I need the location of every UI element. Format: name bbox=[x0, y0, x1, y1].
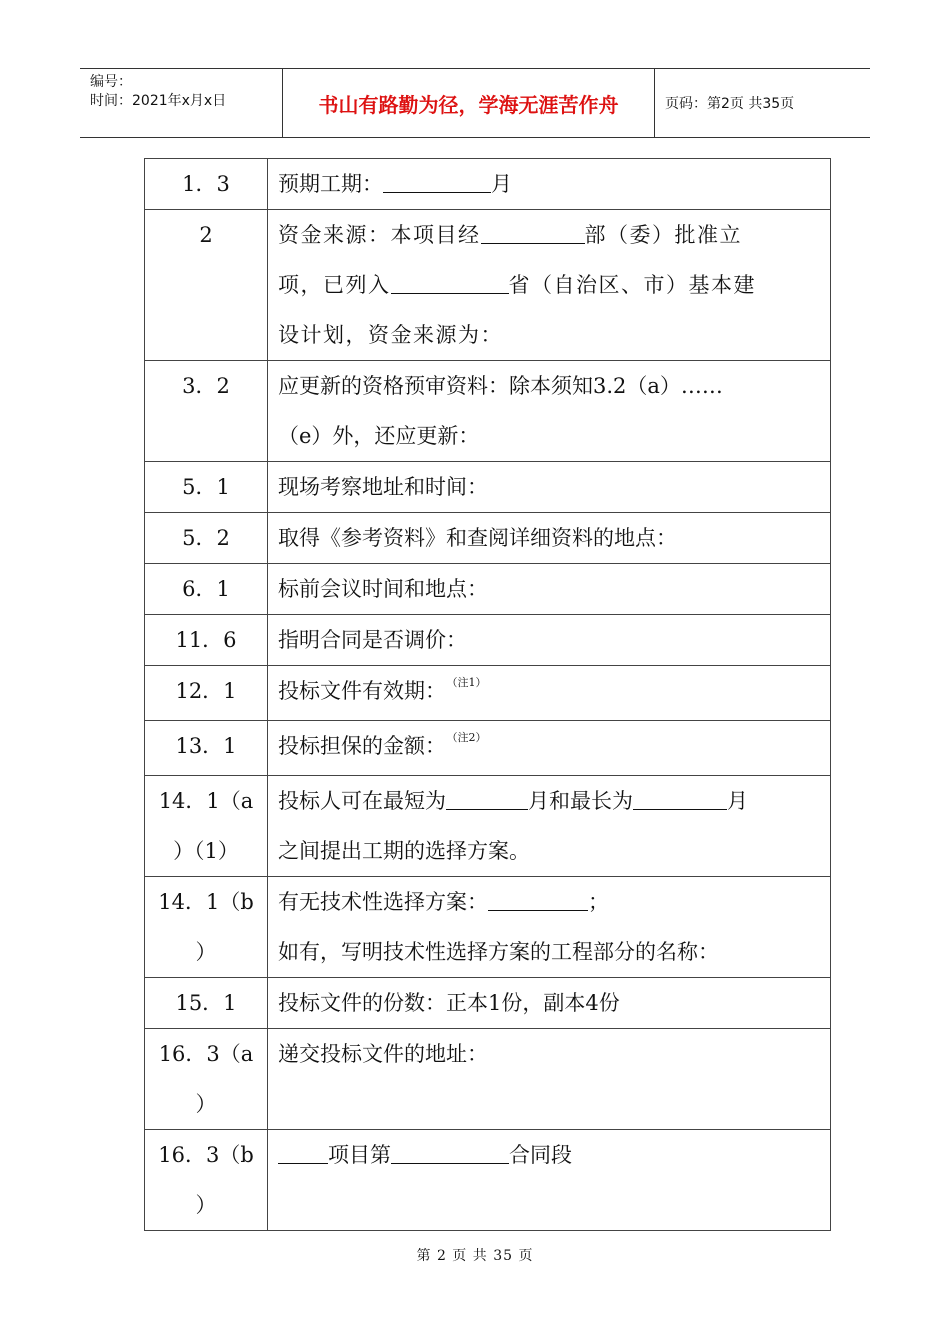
clause-number: 1．3 bbox=[145, 159, 268, 210]
clause-content: 标前会议时间和地点： bbox=[268, 564, 831, 615]
fill-blank bbox=[488, 886, 588, 911]
clause-content: 应更新的资格预审资料：除本须知3.2（a）…… （e）外，还应更新： bbox=[268, 361, 831, 462]
table-row bbox=[145, 615, 831, 666]
clause-number: 15．1 bbox=[145, 978, 268, 1029]
header-motto: 书山有路勤为径，学海无涯苦作舟 bbox=[282, 69, 655, 137]
clause-content: 投标文件的份数：正本1份，副本4份 bbox=[268, 978, 831, 1029]
clause-content: 现场考察地址和时间： bbox=[268, 462, 831, 513]
table-row bbox=[145, 564, 831, 615]
table-row bbox=[145, 159, 831, 210]
table-row bbox=[145, 978, 831, 1029]
clause-number: 3．2 bbox=[145, 361, 268, 462]
clause-number: 6．1 bbox=[145, 564, 268, 615]
clause-number: 2 bbox=[145, 210, 268, 361]
clause-content: 递交投标文件的地址： bbox=[268, 1029, 831, 1130]
clause-number: 16．3（b ） bbox=[145, 1130, 268, 1231]
clause-content: 取得《参考资料》和查阅详细资料的地点： bbox=[268, 513, 831, 564]
header-meta bbox=[80, 69, 282, 137]
fill-blank bbox=[633, 785, 727, 810]
clause-content: 投标文件有效期： $^{(注1)}$ bbox=[268, 666, 831, 721]
footnote-ref: （注2） bbox=[452, 731, 487, 744]
clause-content: 预期工期： 月 bbox=[268, 159, 831, 210]
table-row bbox=[145, 666, 831, 721]
header-page-info: 页码：第2页 共35页 bbox=[665, 96, 795, 112]
table-row bbox=[145, 776, 831, 877]
table-row bbox=[145, 877, 831, 978]
fill-blank bbox=[446, 785, 528, 810]
clause-content: 投标人可在最短为 月和最长为 月 之间提出工期的选择方案。 bbox=[268, 776, 831, 877]
page-header bbox=[80, 68, 870, 138]
clause-number: 12．1 bbox=[145, 666, 268, 721]
clause-content: 有无技术性选择方案： ； 如有，写明技术性选择方案的工程部分的名称： bbox=[268, 877, 831, 978]
table-row bbox=[145, 462, 831, 513]
table-row bbox=[145, 361, 831, 462]
table-row bbox=[145, 1029, 831, 1130]
clause-number: 16．3（a ） bbox=[145, 1029, 268, 1130]
footnote-ref: （注1） bbox=[452, 676, 487, 689]
fill-blank bbox=[391, 269, 509, 294]
fill-blank bbox=[383, 168, 491, 193]
table-row bbox=[145, 1130, 831, 1231]
fill-blank bbox=[278, 1139, 328, 1164]
header-time-label: 时间：2021年x月x日 bbox=[90, 93, 227, 109]
table-row bbox=[145, 513, 831, 564]
fill-blank bbox=[391, 1139, 509, 1164]
table-row bbox=[145, 210, 831, 361]
page-footer: 第 2 页 共 35 页 bbox=[416, 1248, 534, 1264]
clause-number: 14．1（a ）（1） bbox=[145, 776, 268, 877]
clause-number: 14．1（b ） bbox=[145, 877, 268, 978]
clause-content: 资金来源：本项目经 部（委）批准立 项，已列入 省（自治区、市）基本建 设计划，资金来源为： bbox=[268, 210, 831, 361]
clause-content: 项目第 合同段 bbox=[268, 1130, 831, 1231]
clause-number: 5．1 bbox=[145, 462, 268, 513]
header-number-label: 编号： bbox=[90, 74, 132, 90]
fill-blank bbox=[481, 219, 585, 244]
clause-content: 指明合同是否调价： bbox=[268, 615, 831, 666]
bid-data-table bbox=[144, 158, 831, 1231]
clause-number: 5．2 bbox=[145, 513, 268, 564]
clause-number: 13．1 bbox=[145, 721, 268, 776]
clause-content: 投标担保的金额： $^{(注2)}$ bbox=[268, 721, 831, 776]
table-row bbox=[145, 721, 831, 776]
clause-number: 11．6 bbox=[145, 615, 268, 666]
